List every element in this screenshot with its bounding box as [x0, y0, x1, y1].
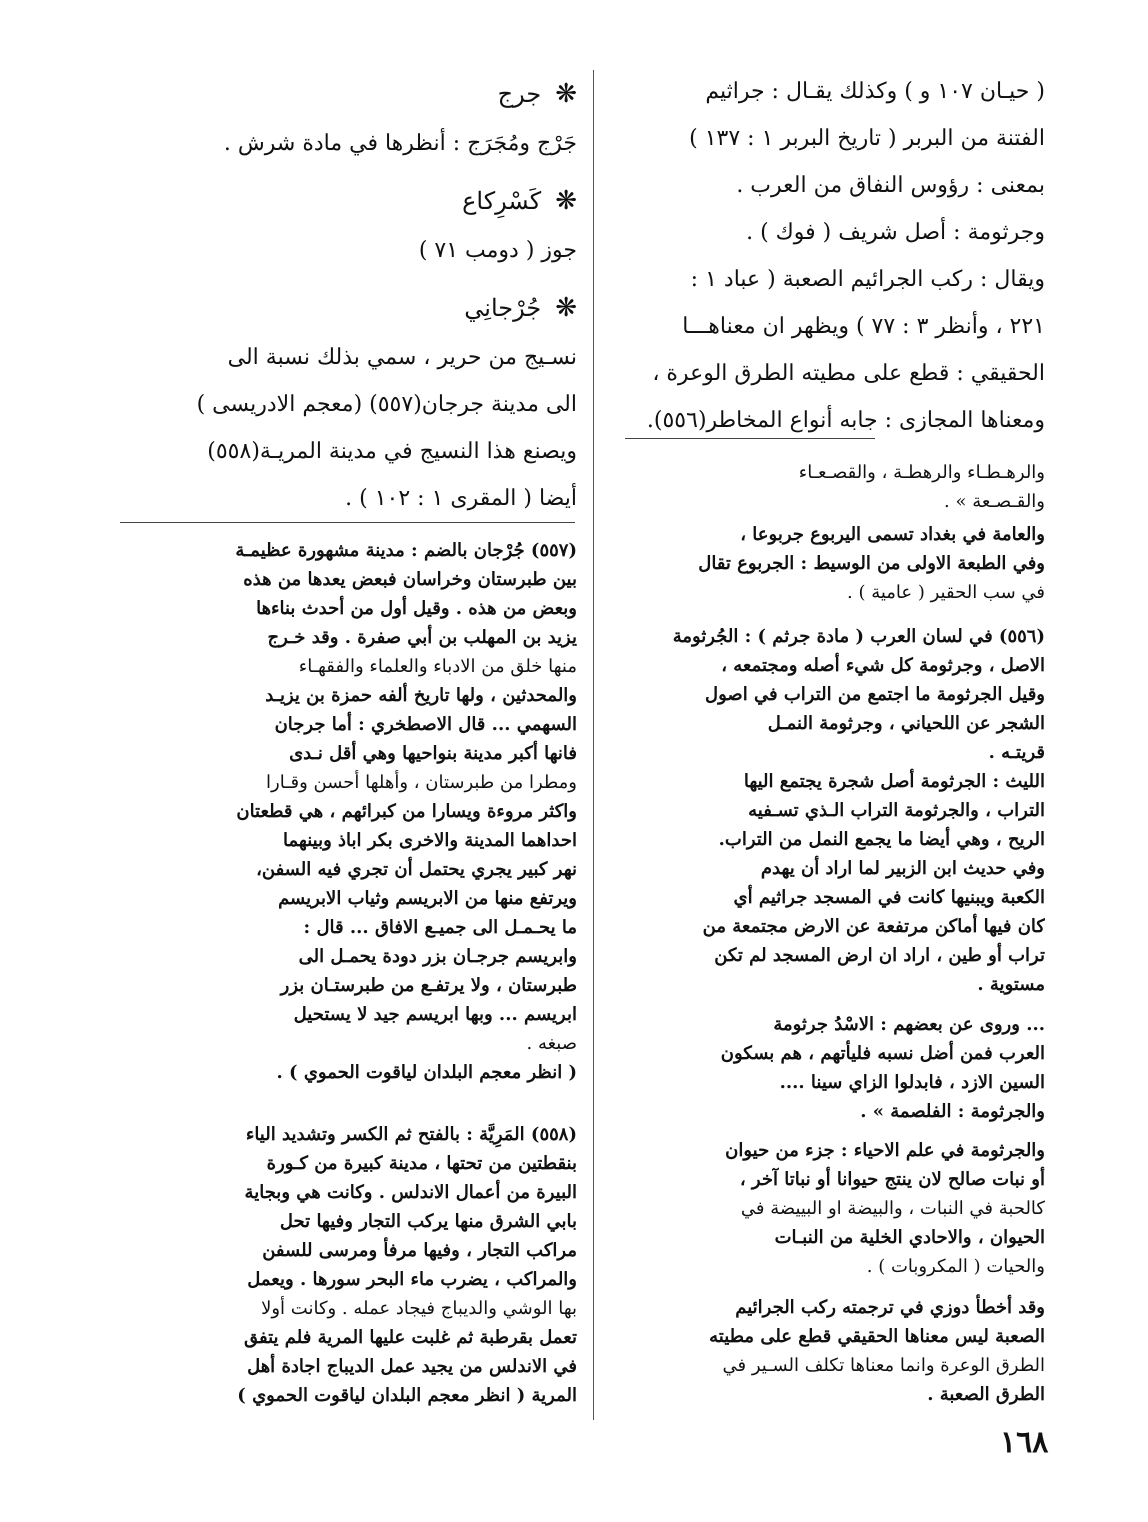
text-line: وابريسم جرجـان بزر دودة يحمـل الى — [298, 946, 577, 967]
text-line: وبعض من هذه . وقيل أول من أحدث بناءها — [256, 598, 577, 619]
text-line: يزيد بن المهلب بن أبي صفرة . وقد خـرج — [267, 627, 577, 648]
left-entries — [112, 68, 577, 522]
text-line: في الاندلس من يجيد عمل الديباج اجادة أهل — [247, 1356, 577, 1377]
text-line: وفي حديث ابن الزبير لما اراد أن يهدم — [760, 858, 1045, 879]
text-line: المرية ( انظر معجم البلدان لياقوت الحموي ) — [237, 1385, 577, 1406]
text-line: ابريسم ... وبها ابريسم جيد لا يستحيل — [293, 1004, 577, 1025]
right-footnote-part-a — [605, 520, 1045, 607]
text-line: جَرْج ومُجَرَج : أنظرها في مادة شرش . — [223, 131, 577, 156]
text-line: أيضا ( المقرى ١ : ١٠٢ ) . — [345, 486, 577, 511]
text-line: (٥٥٧) جُرْجان بالضم : مدينة مشهورة عظيمـة — [235, 540, 577, 561]
asterisk-icon: ❋ — [555, 79, 577, 109]
text-line: مستوية . — [977, 974, 1045, 995]
text-line: والرهـطـاء والرهطـة ، والقصـعـاء — [798, 462, 1045, 483]
text-line: والجرثومة في علم الاحياء : جزء من حيوان — [725, 1140, 1045, 1161]
text-line: الشجر عن اللحياني ، وجرثومة النمـل — [767, 713, 1045, 734]
asterisk-icon: ❋ — [555, 186, 577, 216]
text-line: بها الوشي والديباج فيجاد عمله . وكانت أولا — [261, 1298, 577, 1319]
text-line: الحقيقي : قطع على مطيته الطرق الوعرة ، — [652, 361, 1045, 386]
text-line: بنقطتين من تحتها ، مدينة كبيرة من كـورة — [266, 1153, 577, 1174]
text-line: (٥٥٨) المَرِيَّة : بالفتح ثم الكسر وتشديد الياء — [245, 1124, 577, 1145]
text-line: بين طبرستان وخراسان فبعض يعدها من هذه — [243, 569, 577, 590]
text-line: والجرثومة : الفلصمة » . — [860, 1101, 1045, 1122]
text-line: الصعبة ليس معناها الحقيقي قطع على مطيته — [709, 1326, 1045, 1347]
text-line: وقيل الجرثومة ما اجتمع من التراب في اصول — [705, 684, 1045, 705]
text-line: التراب ، والجرثومة التراب الـذي تسـفيه — [748, 800, 1045, 821]
text-line: والقـصـعة » . — [944, 491, 1045, 512]
text-line: الكعبة ويبنيها كانت في المسجد جراثيم أي — [733, 887, 1045, 908]
text-line: ويرتفع منها من الابريسم وثياب الابريسم — [278, 888, 577, 909]
text-line: كان فيها أماكن مرتفعة عن الارض مجتمعة من — [702, 916, 1045, 937]
right-footnote-part-d — [605, 1136, 1045, 1281]
page-number: ١٦٨ — [1000, 1425, 1049, 1460]
text-line: جوز ( دومب ٧١ ) — [418, 238, 577, 263]
text-line: والحيات ( المكروبات ) . — [866, 1256, 1045, 1277]
column-divider — [593, 70, 594, 1420]
text-line: والمراكب ، يضرب ماء البحر سورها . ويعمل — [247, 1269, 577, 1290]
text-line: مراكب التجار ، وفيها مرفأ ومرسى للسفن — [262, 1240, 577, 1261]
heading-text: جُرْجانِي — [464, 294, 542, 322]
text-line: بابي الشرق منها يركب التجار وفيها تحل — [279, 1211, 577, 1232]
footnote-556 — [605, 622, 1045, 999]
text-line: والعامة في بغداد تسمى اليربوع جربوعا ، — [740, 524, 1045, 545]
footnote-rule — [120, 522, 575, 523]
text-line: البيرة من أعمال الاندلس . وكانت هي وبجاية — [244, 1182, 577, 1203]
text-line: أو نبات صالح لان ينتج حيوانا أو نباتا آخر ، — [739, 1169, 1045, 1190]
text-line: نسـيج من حرير ، سمي بذلك نسبة الى — [227, 345, 577, 370]
text-line: ( حيـان ١٠٧ و ) وكذلك يقـال : جراثيم — [705, 79, 1045, 104]
right-footnote-part-c — [605, 1010, 1045, 1126]
text-line: واكثر مروءة ويسارا من كبرائهم ، هي قطعتان — [236, 801, 577, 822]
text-line: الاصل ، وجرثومة كل شيء أصله ومجتمعه ، — [721, 655, 1045, 676]
text-line: العرب فمن أضل نسبه فليأتهم ، هم بسكون — [720, 1043, 1045, 1064]
text-line: ( انظر معجم البلدان لياقوت الحموي ) . — [276, 1062, 577, 1083]
text-line: احداهما المدينة والاخرى بكر اباذ وبينهما — [283, 830, 577, 851]
text-line: الفتنة من البربر ( تاريخ البربر ١ : ١٣٧ ) — [689, 126, 1045, 151]
text-line: الطرق الصعبة . — [927, 1384, 1045, 1405]
text-line: في سب الحقير ( عامية ) . — [847, 582, 1045, 603]
text-line: فانها أكبر مدينة بنواحيها وهي أقل نـدى — [289, 743, 577, 764]
text-line: السهمي ... قال الاصطخري : أما جرجان — [274, 714, 577, 735]
text-line: الطرق الوعرة وانما معناها تكلف السـير في — [722, 1355, 1045, 1376]
right-footnote-continuation — [605, 458, 1045, 516]
heading-text: جرج — [497, 80, 542, 108]
entry-heading — [112, 282, 577, 334]
text-line: والمحدثين ، ولها تاريخ ألفه حمزة بن يزيـد — [265, 685, 577, 706]
text-line: وفي الطبعة الاولى من الوسيط : الجربوع تقال — [698, 553, 1045, 574]
text-line: الليث : الجرثومة أصل شجرة يجتمع اليها — [743, 771, 1045, 792]
text-line: وجرثومة : أصل شريف ( فوك ) . — [746, 220, 1045, 245]
text-line: كالحبة في النبات ، والبيضة او البييضة في — [740, 1198, 1045, 1219]
text-line: الى مدينة جرجان(٥٥٧) (معجم الادريسى ) — [196, 392, 577, 417]
text-line: نهر كبير يجري يحتمل أن تجري فيه السفن، — [256, 859, 577, 880]
text-line: تراب أو طين ، اراد ان ارض المسجد لم تكن — [714, 945, 1045, 966]
footnote-557 — [112, 536, 577, 1087]
text-line: الحيوان ، والاحادي الخلية من النبـات — [774, 1227, 1045, 1248]
text-line: بمعنى : رؤوس النفاق من العرب . — [736, 173, 1045, 198]
text-line: قريتـه . — [988, 742, 1045, 763]
text-line: تعمل بقرطبة ثم غلبت عليها المرية فلم يتفق — [243, 1327, 577, 1348]
footnote-558 — [112, 1120, 577, 1410]
text-line: الريح ، وهي أيضا ما يجمع النمل من التراب. — [718, 829, 1045, 850]
right-main-text — [605, 68, 1045, 444]
text-line: طبرستان ، ولا يرتفـع من طبرستـان بزر — [280, 975, 577, 996]
text-line: ... وروى عن بعضهم : الاسْدُ جرثومة — [773, 1014, 1045, 1035]
text-line: صبغه . — [526, 1033, 577, 1054]
text-line: (٥٥٦) في لسان العرب ( مادة جرثم ) : الجُرثومة — [672, 626, 1045, 647]
text-line: ما يحـمـل الى جميـع الافاق ... قال : — [303, 917, 577, 938]
text-line: السين الازد ، فابدلوا الزاي سينا .... — [779, 1072, 1045, 1093]
text-line: وقد أخطأ دوزي في ترجمته ركب الجرائيم — [735, 1297, 1045, 1318]
text-line: منها خلق من الادباء والعلماء والفقهـاء — [298, 656, 577, 677]
asterisk-icon: ❋ — [555, 293, 577, 323]
text-line: ومعناها المجازى : جابه أنواع المخاطر(٥٥٦). — [646, 408, 1045, 433]
text-line: ويقال : ركب الجرائيم الصعبة ( عباد ١ : — [690, 267, 1045, 292]
entry-heading — [112, 175, 577, 227]
entry-heading — [112, 68, 577, 120]
right-footnote-part-e — [605, 1293, 1045, 1409]
footnote-rule — [625, 438, 875, 439]
text-line: ومطرا من طبرستان ، وأهلها أحسن وقـارا — [266, 772, 577, 793]
text-line: ويصنع هذا النسيج في مدينة المريـة(٥٥٨) — [207, 439, 577, 464]
heading-text: كَسْرِكاع — [462, 187, 542, 215]
text-line: ٢٢١ ، وأنظر ٣ : ٧٧ ) ويظهر ان معناهـــا — [682, 314, 1045, 339]
